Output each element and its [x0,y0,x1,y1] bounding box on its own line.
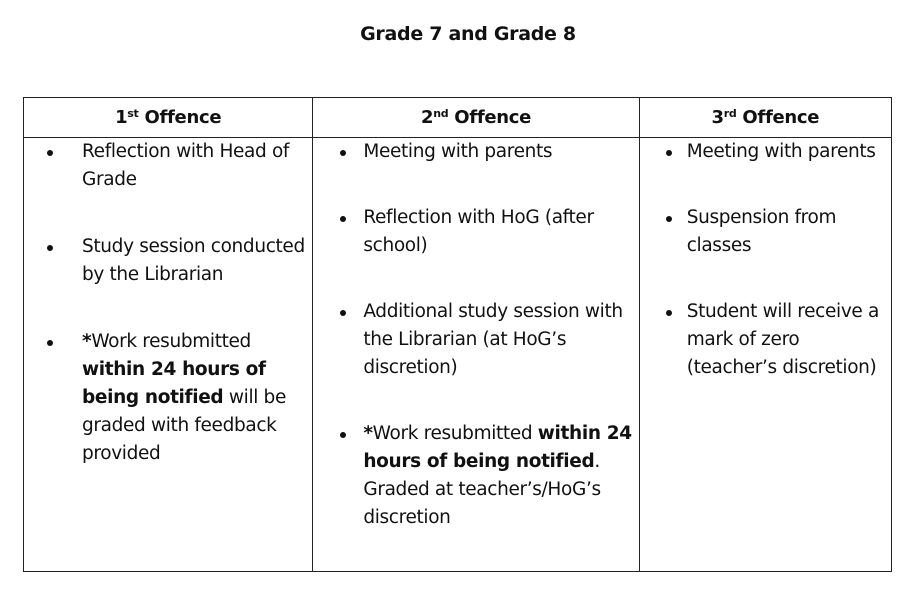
list-item: Suspension from classes [640,204,890,260]
list-item: Meeting with parents [313,138,639,166]
page-title: Grade 7 and Grade 8 [360,23,576,45]
first-offence-list [24,138,312,468]
list-item: *Work resubmitted within 24 hours of being notified will be graded with feedback provided [24,328,314,468]
list-item: Additional study session with the Librarian (at HoG’s discretion) [313,298,639,382]
header-third-offence: 3rd Offence [639,98,891,138]
header-row [24,98,892,138]
third-offence-list [640,138,891,382]
first-offence-cell [24,138,313,572]
third-offence-cell [639,138,891,572]
header-second-offence: 2nd Offence [313,98,639,138]
second-offence-cell [313,138,639,572]
list-item: Meeting with parents [640,138,890,166]
list-item: Student will receive a mark of zero (teacher’s discretion) [640,298,890,382]
list-item: Study session conducted by the Librarian [24,233,314,289]
list-item: Reflection with HoG (after school) [313,204,639,260]
list-item: *Work resubmitted within 24 hours of being notified. Graded at teacher’s/HoG’s discretion [313,420,639,532]
consequence-row [24,138,892,572]
header-first-offence: 1st Offence [24,98,313,138]
list-item: Reflection with Head of Grade [24,138,314,194]
offence-table [23,97,892,572]
second-offence-list [313,138,638,532]
